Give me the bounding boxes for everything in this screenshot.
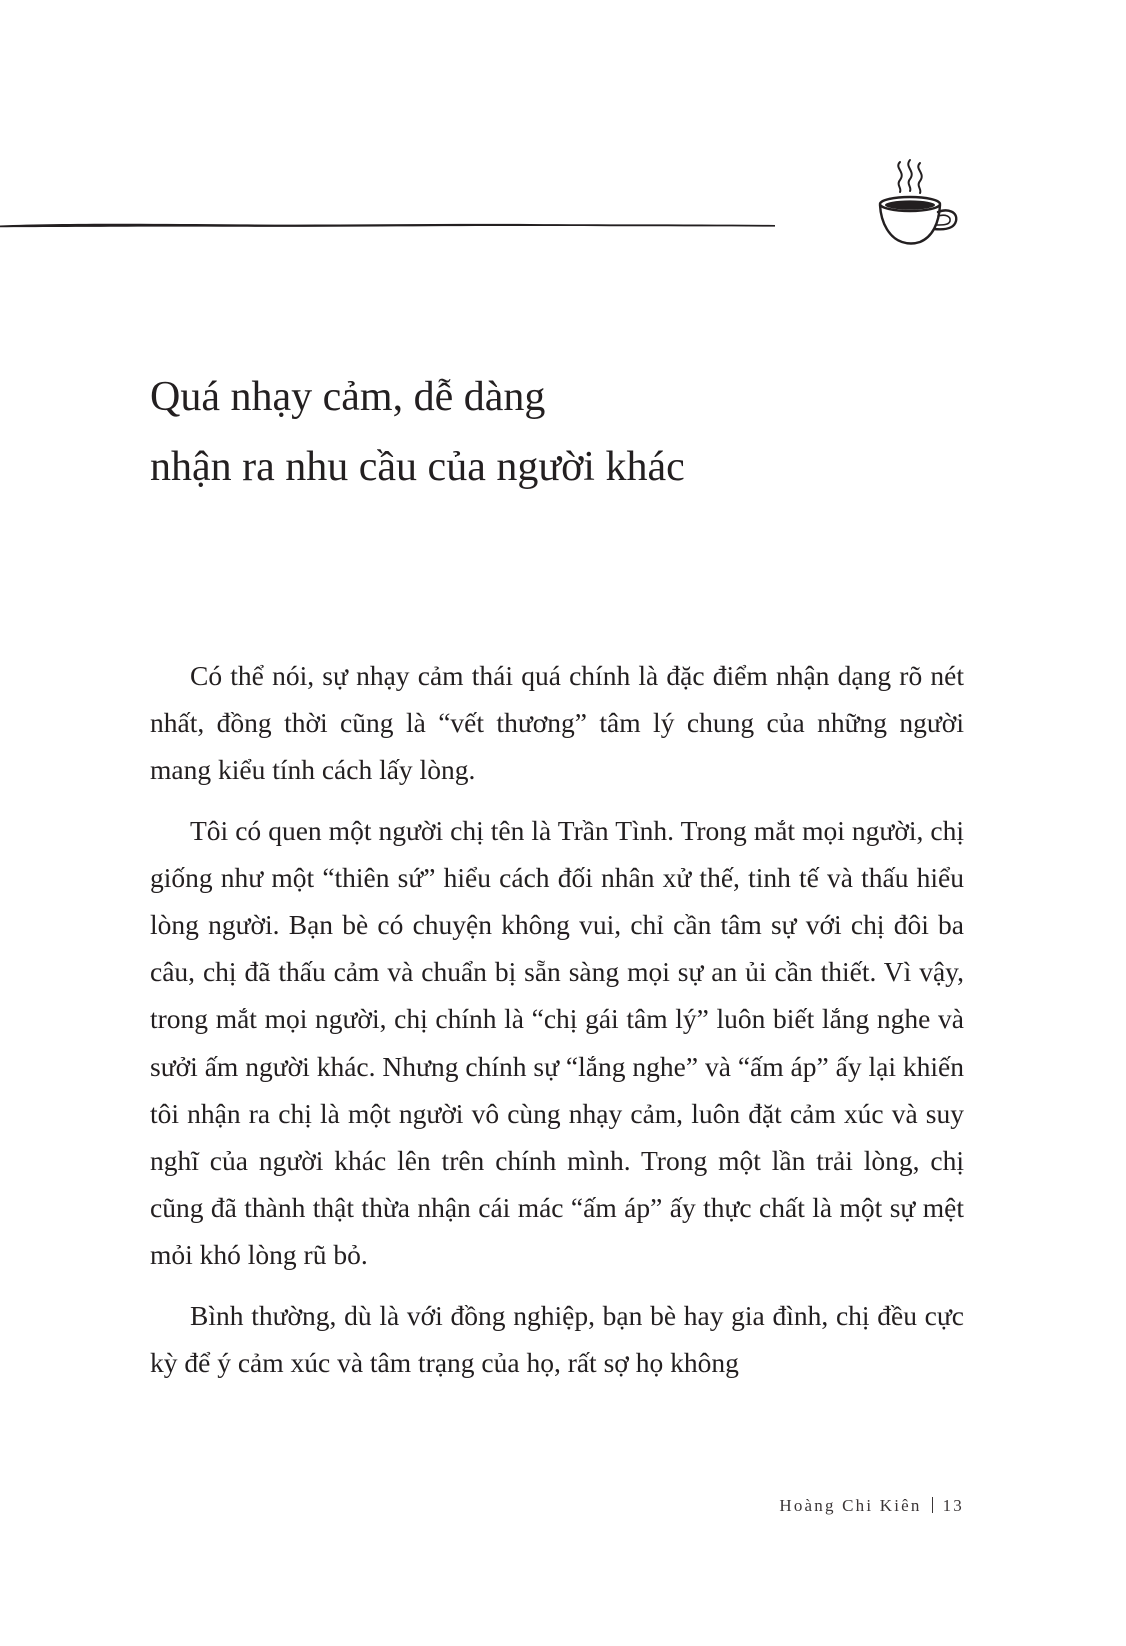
title-line-2: nhận ra nhu cầu của người khác [150,444,685,490]
page-number: 13 [942,1496,964,1515]
paragraph: Có thể nói, sự nhạy cảm thái quá chính là đặc điểm nhận dạng rõ nét nhất, đồng thời cũng là “vết thương” tâm lý chung của những người mang kiểu tính cách lấy lòng. [150,660,964,786]
coffee-cup-icon [872,158,964,256]
page-footer [779,1496,964,1516]
body-text [150,652,964,1399]
title-line-1: Quá nhạy cảm, dễ dàng [150,374,546,420]
chapter-title [150,362,950,502]
paragraph: Tôi có quen một người chị tên là Trần Tình. Trong mắt mọi người, chị giống như một “thiên sứ” hiểu cách đối nhân xử thế, tinh tế và thấu hiểu lòng người. Bạn bè có chuyện không vui, chỉ cần tâm sự với chị đôi ba câu, chị đã thấu cảm và chuẩn bị sẵn sàng mọi sự an ủi cần thiết. Vì vậy, trong mắt mọi người, chị chính là “chị gái tâm lý” luôn biết lắng nghe và sưởi ấm người khác. Nhưng chính sự “lắng nghe” và “ấm áp” ấy lại khiến tôi nhận ra chị là một người vô cùng nhạy cảm, luôn đặt cảm xúc và suy nghĩ của người khác lên trên chính mình. Trong một lần trải lòng, chị cũng đã thành thật thừa nhận cái mác “ấm áp” ấy thực chất là một sự mệt mỏi khó lòng rũ bỏ. [150,814,964,1271]
decorative-brush-rule [0,218,775,232]
paragraph: Bình thường, dù là với đồng nghiệp, bạn bè hay gia đình, chị đều cực kỳ để ý cảm xúc và tâm trạng của họ, rất sợ họ không [150,1299,964,1378]
footer-separator [932,1497,933,1513]
footer-author: Hoàng Chi Kiên [779,1496,922,1515]
